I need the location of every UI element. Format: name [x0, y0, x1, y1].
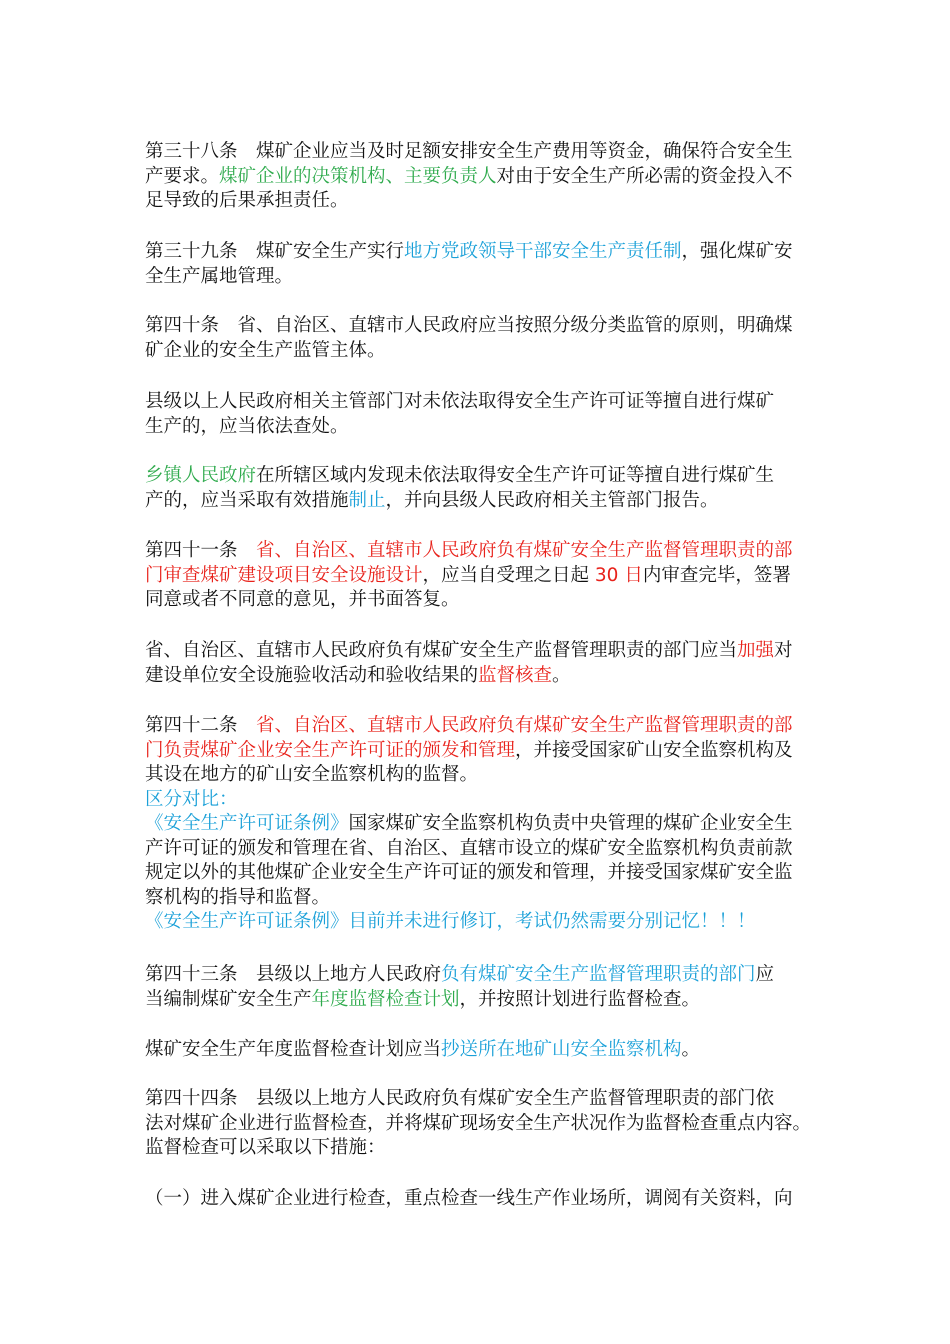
article-40-para-2-line-1: 县级以上人民政府相关主管部门对未依法取得安全生产许可证等擅自进行煤矿 [145, 391, 775, 412]
highlight-township-government: 乡镇人民政府 [145, 465, 257, 486]
article-43-line-1: 第四十三条 县级以上地方人民政府负有煤矿安全生产监督管理职责的部门应 [145, 964, 775, 985]
article-40-line-2: 矿企业的安全生产监管主体。 [145, 339, 386, 361]
highlight-strengthen: 加强 [737, 640, 775, 661]
article-44-line-1: 第四十四条 县级以上地方人民政府负有煤矿安全生产监督管理职责的部门依 [145, 1088, 775, 1109]
article-40-para-3-line-1: 乡镇人民政府在所辖区域内发现未依法取得安全生产许可证等擅自进行煤矿生 [145, 465, 775, 486]
article-44 [145, 1087, 825, 1161]
comparison-note-line-2: 产许可证的颁发和管理在省、自治区、直辖市设立的煤矿安全监察机构负责前款 [145, 837, 793, 859]
comparison-note-line-1: 《安全生产许可证条例》国家煤矿安全监察机构负责中央管理的煤矿企业安全生 [145, 813, 793, 834]
highlight-supervision-department: 负有煤矿安全生产监督管理职责的部门 [441, 964, 756, 985]
article-43-line-2: 当编制煤矿安全生产年度监督检查计划，并按照计划进行监督检查。 [145, 988, 701, 1010]
article-38-line-2: 产要求。煤矿企业的决策机构、主要负责人对由于安全生产所必需的资金投入不 [145, 165, 793, 187]
article-40-para-2 [145, 390, 825, 439]
highlight-provincial-department: 省、自治区、直辖市人民政府负有煤矿安全生产监督管理职责的部 [256, 540, 793, 561]
article-41-para-2 [145, 639, 825, 688]
article-43-para-2-line-1: 煤矿安全生产年度监督检查计划应当抄送所在地矿山安全监察机构。 [145, 1039, 701, 1060]
article-39-line-1: 第三十九条 煤矿安全生产实行地方党政领导干部安全生产责任制，强化煤矿安 [145, 241, 793, 262]
article-42-line-1: 第四十二条 省、自治区、直辖市人民政府负有煤矿安全生产监督管理职责的部 [145, 715, 793, 736]
regulation-title: 《安全生产许可证条例》 [145, 813, 349, 834]
article-42-line-2: 门负责煤矿企业安全生产许可证的颁发和管理，并接受国家矿山安全监察机构及 [145, 739, 793, 761]
article-41-para-2-line-1: 省、自治区、直辖市人民政府负有煤矿安全生产监督管理职责的部门应当加强对 [145, 640, 793, 661]
article-44-item-1-line-1: （一）进入煤矿企业进行检查，重点检查一线生产作业场所，调阅有关资料，向 [145, 1188, 793, 1209]
highlight-decision-body: 煤矿企业的决策机构、主要负责人 [219, 165, 497, 187]
highlight-annual-plan: 年度监督检查计划 [311, 988, 460, 1010]
comparison-note-line-3: 规定以外的其他煤矿企业安全生产许可证的颁发和管理，并接受国家煤矿安全监 [145, 862, 793, 883]
article-38-line-1: 第三十八条 煤矿企业应当及时足额安排安全生产费用等资金，确保符合安全生 [145, 141, 793, 162]
comparison-note-title: 区分对比： [145, 788, 238, 810]
article-41 [145, 539, 825, 613]
highlight-stop: 制止 [348, 489, 386, 511]
article-39-line-2: 全生产属地管理。 [145, 265, 294, 287]
article-40-para-2-line-2: 生产的，应当依法查处。 [145, 415, 349, 437]
memorize-reminder: 《安全生产许可证条例》目前并未进行修订，考试仍然需要分别记忆！！！ [145, 911, 756, 932]
article-42 [145, 714, 825, 935]
highlight-copy-to-agency: 抄送所在地矿山安全监察机构 [441, 1039, 682, 1060]
highlight-supervision-check: 监督核查 [478, 664, 553, 686]
article-41-para-2-line-2: 建设单位安全设施验收活动和验收结果的监督核查。 [145, 664, 571, 686]
article-40-line-1: 第四十条 省、自治区、直辖市人民政府应当按照分级分类监管的原则，明确煤 [145, 315, 793, 336]
article-44-item-1 [145, 1187, 825, 1212]
article-44-line-3: 监督检查可以采取以下措施： [145, 1137, 386, 1158]
article-40-para-3 [145, 464, 825, 513]
highlight-30-days: 30 日 [594, 564, 643, 586]
article-41-line-3: 同意或者不同意的意见，并书面答复。 [145, 589, 460, 610]
article-39 [145, 240, 825, 289]
article-44-line-2: 法对煤矿企业进行监督检查，并将煤矿现场安全生产状况作为监督检查重点内容。 [145, 1112, 812, 1134]
article-38 [145, 140, 825, 214]
highlight-party-responsibility: 地方党政领导干部安全生产责任制 [404, 241, 682, 262]
article-40-para-3-line-2: 产的，应当采取有效措施制止，并向县级人民政府相关主管部门报告。 [145, 489, 719, 511]
article-43-para-2 [145, 1038, 825, 1063]
article-41-line-2: 门审查煤矿建设项目安全设施设计，应当自受理之日起 30 日内审查完毕，签署 [145, 564, 791, 586]
article-43 [145, 963, 825, 1012]
comparison-note-line-4: 察机构的指导和监督。 [145, 886, 331, 908]
article-40 [145, 314, 825, 363]
article-38-line-3: 足导致的后果承担责任。 [145, 190, 349, 211]
article-41-line-1: 第四十一条 省、自治区、直辖市人民政府负有煤矿安全生产监督管理职责的部 [145, 540, 793, 561]
highlight-license-department: 省、自治区、直辖市人民政府负有煤矿安全生产监督管理职责的部 [256, 715, 793, 736]
article-42-line-3: 其设在地方的矿山安全监察机构的监督。 [145, 764, 479, 785]
